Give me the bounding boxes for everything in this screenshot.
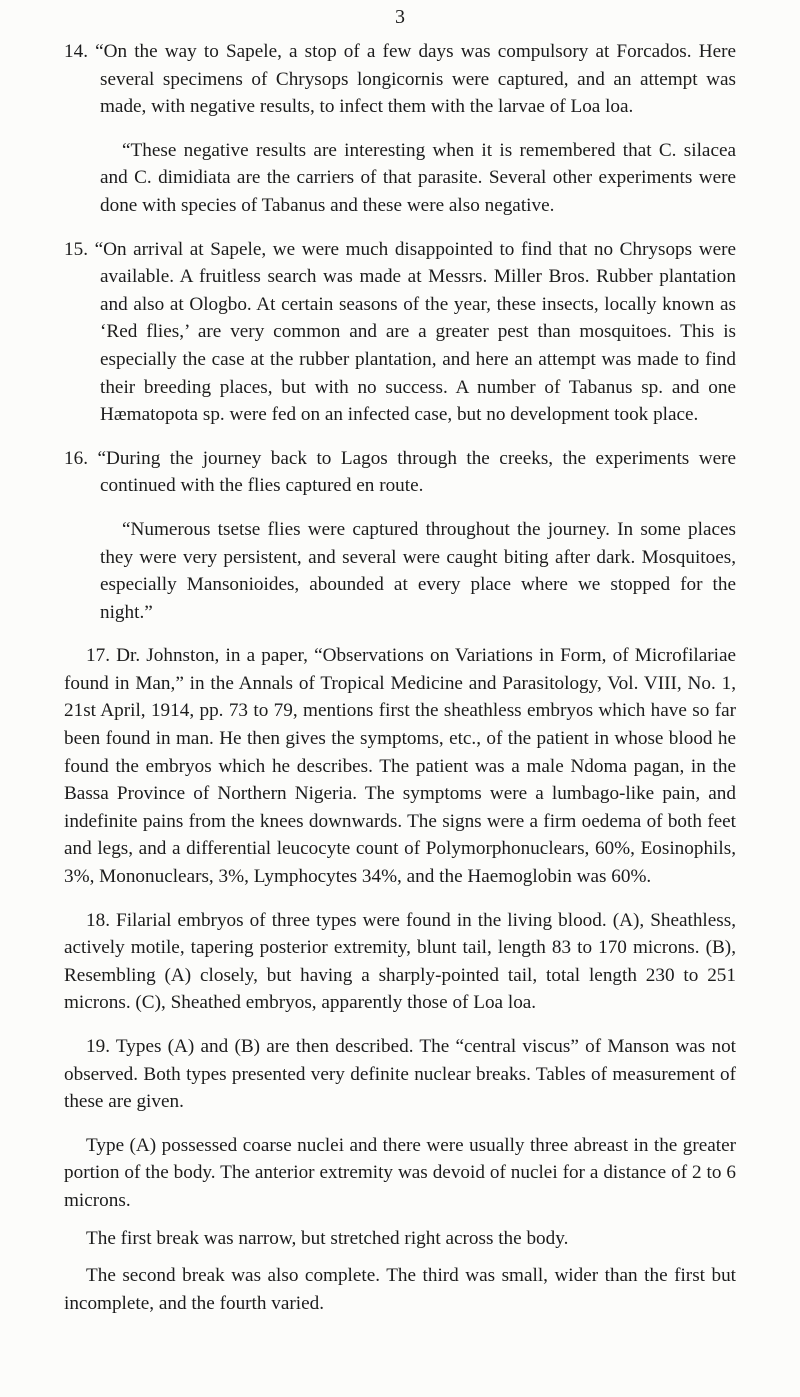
paragraph-16: 16. “During the journey back to Lagos through the creeks, the experiments were continued with the flies captured en route. [64, 447, 736, 497]
paragraph-type-a: Type (A) possessed coarse nuclei and there were usually three abreast in the greater portion of the body. The anterior extremity was devoid of nuclei for a distance of 2 to 6 microns. [64, 1134, 736, 1211]
paragraph-second-break: The second break was also complete. The third was small, wider than the first but incomplete, and the fourth varied. [64, 1265, 736, 1314]
paragraph-first-break: The first break was narrow, but stretched right across the body. [86, 1227, 569, 1249]
document-body [64, 38, 736, 1317]
paragraph-17: 17. Dr. Johnston, in a paper, “Observations on Variations in Form, of Microfilariae found in Man,” in the Annals of Tropical Medicine and Parasitology, Vol. VIII, No. 1, 21st April, 1914, pp. 73 to 79, mentions first the sheathless embryos which have so far been found in man. He then gives the symptoms, etc., of the patient in whose blood he found the embryos which he describes. The patient was a male Ndoma pagan, in the Bassa Province of Northern Nigeria. The symptoms were a lumbago-like pain, and indefinite pains from the knees downwards. The signs were a firm oedema of both feet and legs, and a differential leucocyte count of Polymorphonuclears, 60%, Eosinophils, 3%, Mononuclears, 3%, Lymphocytes 34%, and the Haemoglobin was 60%. [64, 645, 736, 888]
paragraph-18: 18. Filarial embryos of three types were found in the living blood. (A), Sheathless, actively motile, tapering posterior extremity, blunt tail, length 83 to 170 microns. (B), Resembling (A) closely, but having a sharply-pointed tail, total length 230 to 251 microns. (C), Sheathed embryos, apparently those of Loa loa. [64, 909, 736, 1014]
paragraph-14: 14. “On the way to Sapele, a stop of a few days was compulsory at Forcados. Here several specimens of Chrysops longicornis were captured, and an attempt was made, with negative results, to infect them with the larvae of Loa loa. [64, 41, 736, 118]
paragraph-19: 19. Types (A) and (B) are then described. The “central viscus” of Manson was not observed. Both types presented very definite nuclear breaks. Tables of measurement of these are given. [64, 1036, 736, 1113]
paragraph-14-quote: “These negative results are interesting when it is remembered that C. silacea and C. dimidiata are the carriers of that parasite. Several other experiments were done with species of Tabanus and these were also negative. [100, 139, 736, 216]
page-number: 3 [395, 6, 405, 28]
paragraph-16-quote: “Numerous tsetse flies were captured throughout the journey. In some places they were very persistent, and several were caught biting after dark. Mosquitoes, especially Mansonioides, abounded at every place where we stopped for the night.” [100, 518, 736, 623]
paragraph-15: 15. “On arrival at Sapele, we were much disappointed to find that no Chrysops were available. A fruitless search was made at Messrs. Miller Bros. Rubber plantation and also at Ologbo. At certain seasons of the year, these insects, locally known as ‘Red flies,’ are very common and are a greater pest than mosquitoes. This is especially the case at the rubber plantation, and here an attempt was made to find their breeding places, but with no success. A number of Tabanus sp. and one Hæmatopota sp. were fed on an infected case, but no development took place. [64, 238, 736, 426]
